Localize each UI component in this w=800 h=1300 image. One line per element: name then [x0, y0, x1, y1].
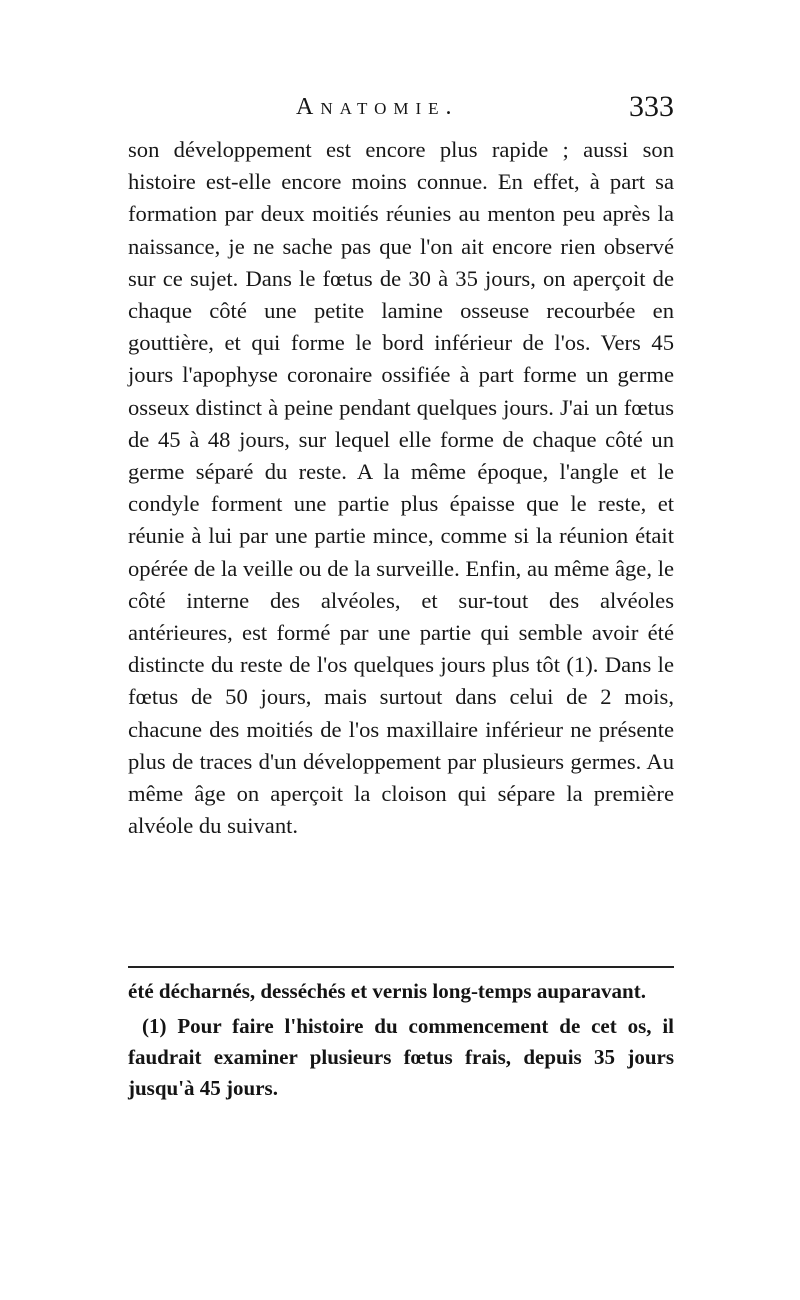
footnote-1: (1) Pour faire l'histoire du commencement de cet os, il faudrait examiner plusieurs fœtus frais, depuis 35 jours jusqu'à 45 jours.: [128, 1014, 674, 1100]
page-header: [128, 90, 674, 130]
footnote-continuation: été décharnés, desséchés et vernis long-temps auparavant.: [128, 979, 646, 1003]
page-number: 333: [629, 90, 674, 123]
footnote-separator-rule: [128, 966, 674, 968]
main-paragraph: son développement est encore plus rapide ; aussi son histoire est-elle encore moins connue. En effet, à part sa formation par deux moitiés réunies au menton peu après la naissance, je ne sache pas que l'on ait encore rien observé sur ce sujet. Dans le fœtus de 30 à 35 jours, on aperçoit de chaque côté une petite lamine osseuse recourbée en gouttière, et qui forme le bord inférieur de l'os. Vers 45 jours l'apophyse coronaire ossifiée à part forme un germe osseux distinct à peine pendant quelques jours. J'ai un fœtus de 45 à 48 jours, sur lequel elle forme de chaque côté un germe séparé du reste. A la même époque, l'angle et le condyle forment une partie plus épaisse que le reste, et réunie à lui par une partie mince, comme si la réunion était opérée de la veille ou de la surveille. Enfin, au même âge, le côté interne des alvéoles, et sur-tout des alvéoles antérieures, est formé par une partie qui semble avoir été distincte du reste de l'os quelques jours plus tôt (1). Dans le fœtus de 50 jours, mais surtout dans celui de 2 mois, chacune des moitiés de l'os maxillaire inférieur ne présente plus de traces d'un développement par plusieurs germes. Au même âge on aperçoit la cloison qui sépare la première alvéole du suivant.: [128, 137, 674, 839]
running-title: Anatomie.: [296, 94, 459, 120]
footnotes: [128, 976, 674, 1136]
